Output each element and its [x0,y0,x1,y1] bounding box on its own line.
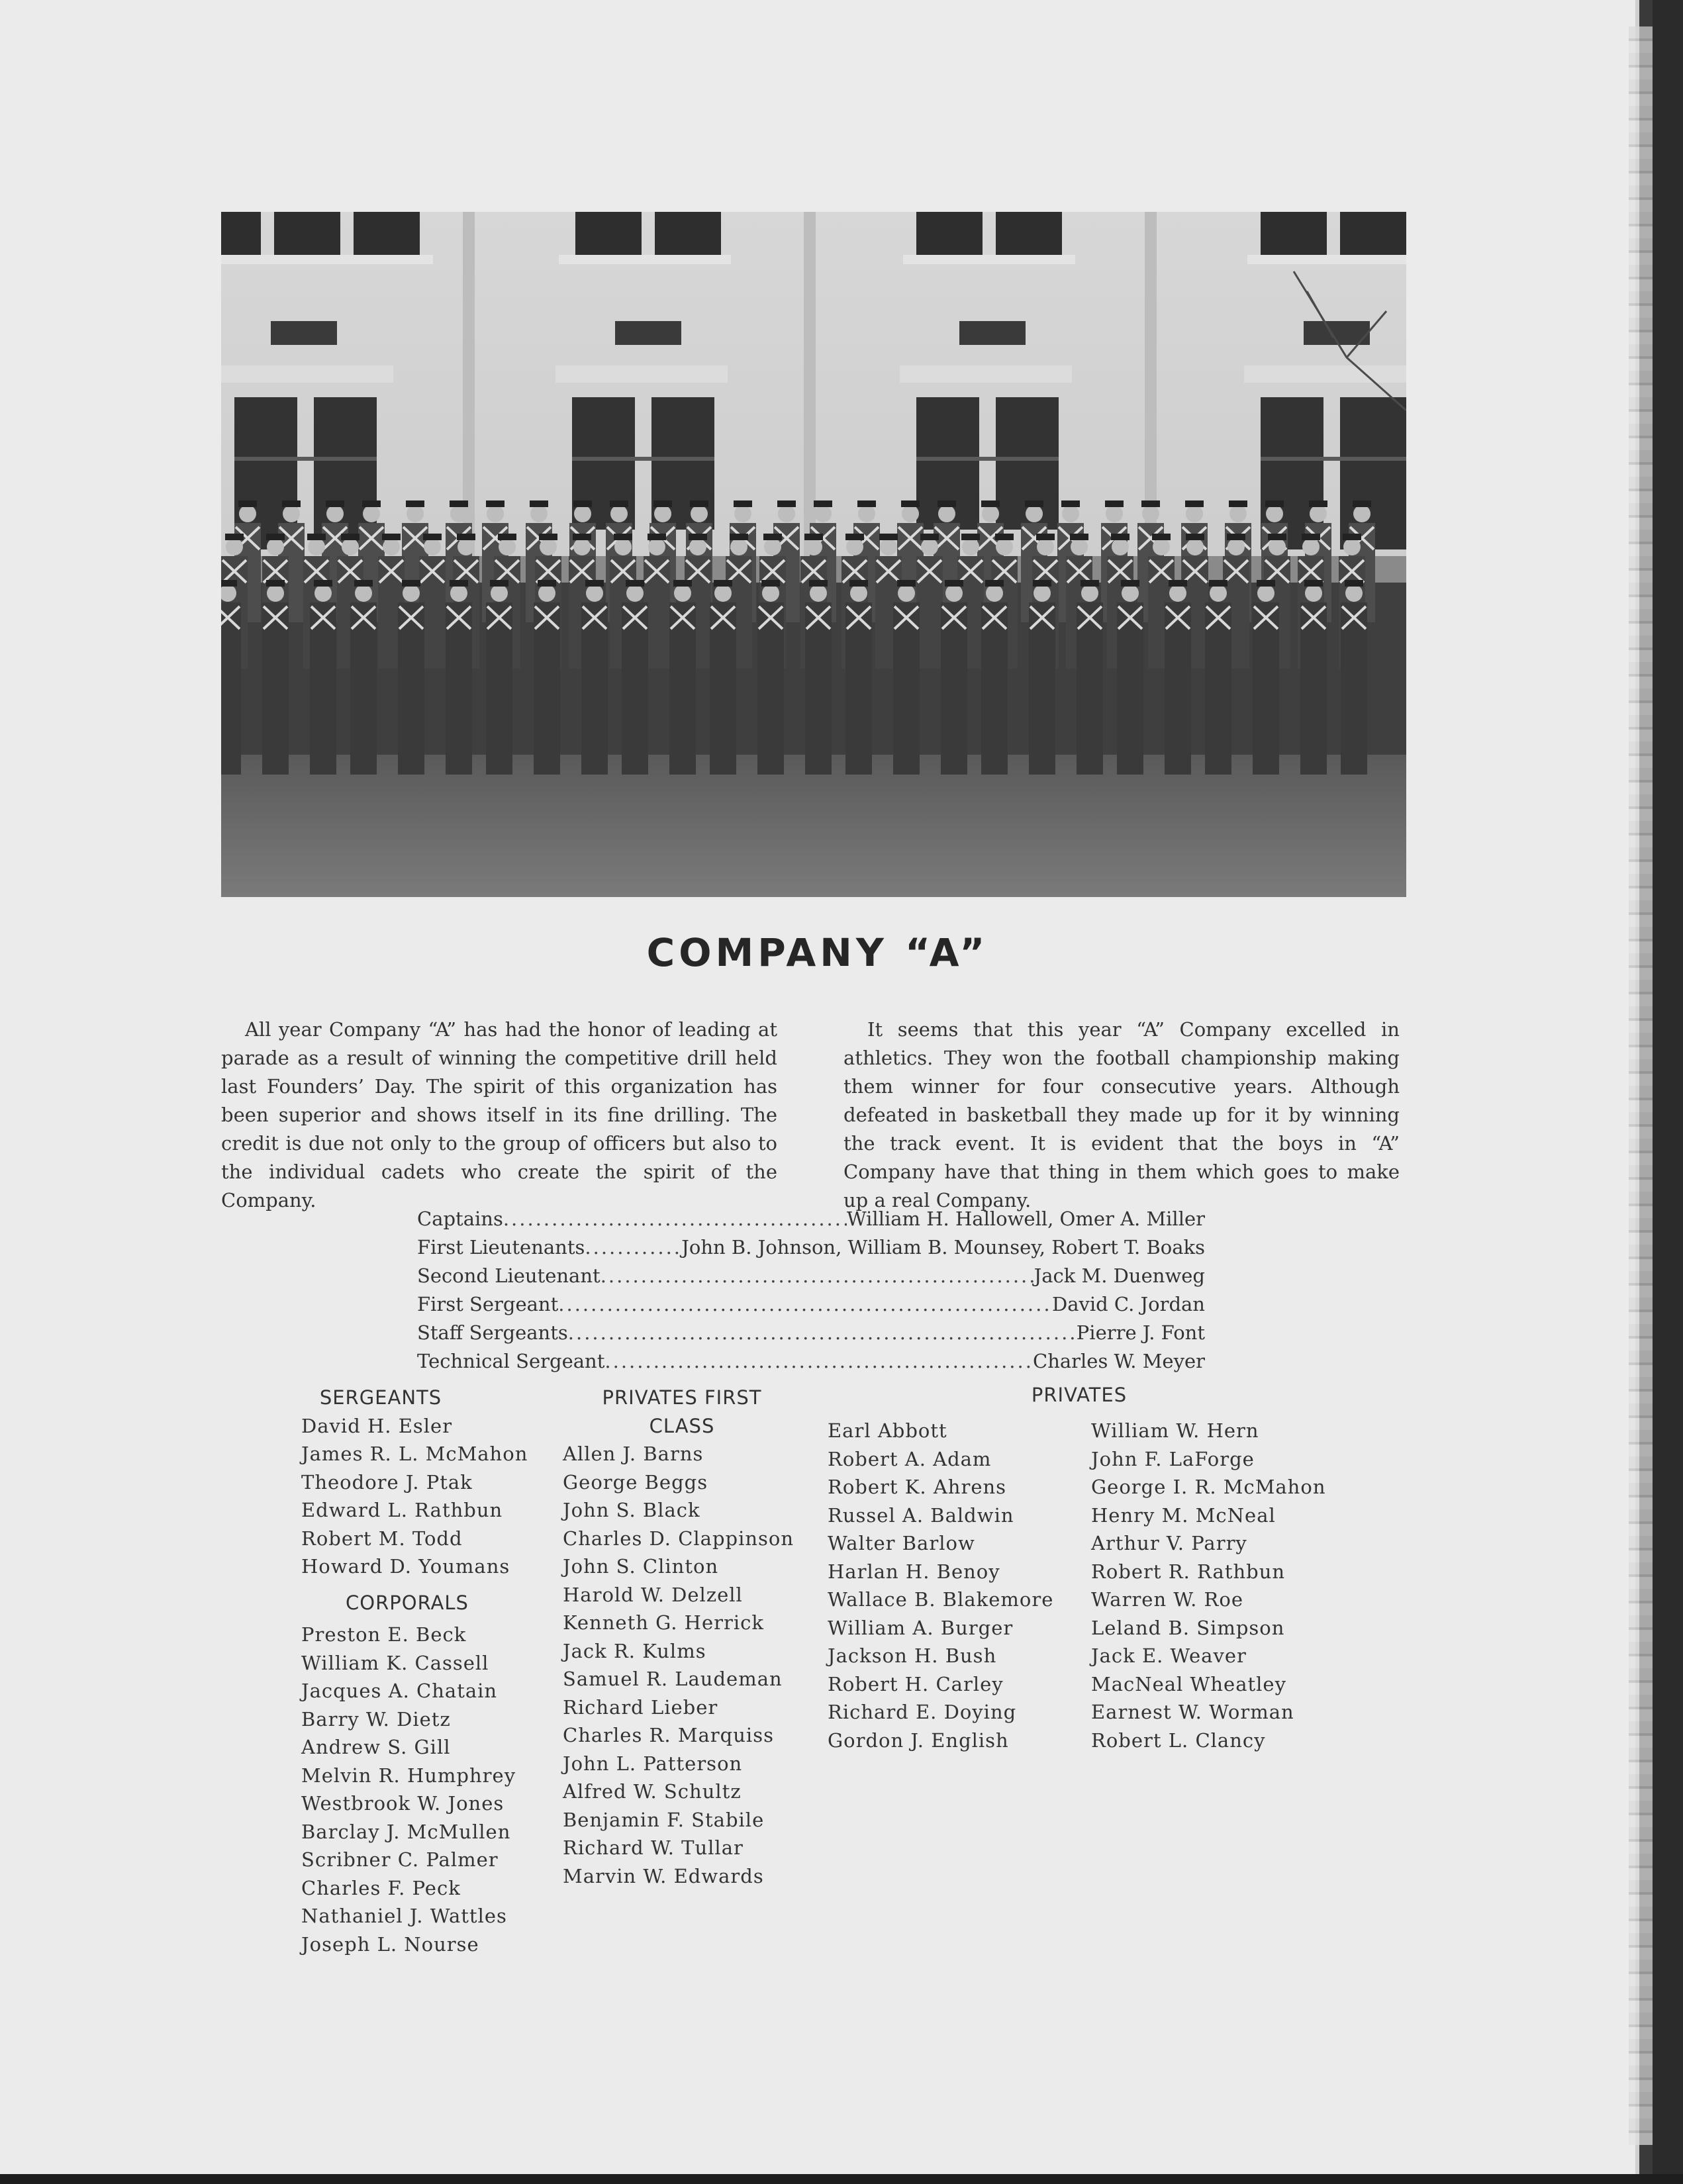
cadet-head [648,538,665,555]
cadet-head [674,585,691,602]
officer-names: Pierre J. Font [1076,1321,1205,1344]
cadet-cap [1105,500,1124,507]
pfc-heading-line1: PRIVATES FIRST [602,1386,762,1409]
cadet-figure [310,602,336,775]
cadet-cap [714,580,732,587]
cadet-head [962,538,979,555]
privates-heading: PRIVATES [1031,1384,1128,1406]
cadet-cap [734,500,752,507]
list-item: George Beggs [563,1470,708,1494]
cadet-head [626,585,644,602]
cadet-head [846,538,863,555]
list-item: MacNeal Wheatley [1091,1672,1286,1695]
cadet-cap [266,580,285,587]
corporals-heading: CORPORALS [346,1591,469,1614]
cadet-figure [1117,602,1143,775]
list-item: Jacques A. Chatain [301,1680,498,1702]
cadet-head [450,585,467,602]
leader-dots [568,1319,1077,1347]
list-item: Robert K. Ahrens [828,1476,1007,1498]
cadet-head [689,538,706,555]
cadet-head [764,538,781,555]
list-item: Richard W. Tullar [563,1836,744,1859]
cadet-cap [995,534,1014,540]
cadet-head [778,505,795,522]
cadet-head [1142,505,1159,522]
cadet-head [540,538,557,555]
officer-rank: First Lieutenants [417,1236,585,1258]
cadet-cap [1353,500,1371,507]
cadet-head [573,538,591,555]
cadet-cap [849,580,868,587]
cadet-figure [1341,602,1367,775]
cadet-cap [406,500,424,507]
cadet-cap [266,534,285,540]
cadet-figure [262,602,289,775]
cadet-head [938,505,955,522]
list-item: Preston E. Beck [301,1623,467,1646]
page-spine-edge [1629,26,1653,2145]
list-item: Kenneth G. Herrick [563,1611,764,1634]
cadet-head [530,505,548,522]
cadet-figure [710,602,736,775]
cadet-head [1153,538,1170,555]
cadet-figure [941,602,967,775]
list-item: Jack E. Weaver [1091,1644,1247,1667]
list-item: John S. Clinton [563,1555,719,1578]
cadet-head [363,505,380,522]
list-item: Robert R. Rathbun [1091,1560,1286,1583]
cadet-cap [1229,500,1247,507]
cadet-head [586,585,603,602]
list-item: Barclay J. McMullen [301,1820,511,1843]
leader-dots [604,1347,1033,1376]
cadet-cap [610,500,628,507]
officer-names: David C. Jordan [1051,1293,1205,1315]
cadet-figure [981,602,1008,775]
cadet-head [1227,538,1245,555]
cadet-cap [1061,500,1080,507]
cadet-head [762,585,779,602]
cadet-figure [1077,602,1103,775]
officer-row [417,1233,1205,1262]
cadet-figure [398,602,424,775]
cadet-cap [490,580,508,587]
cadet-head [1310,505,1327,522]
list-item: Jack R. Kulms [563,1639,706,1662]
cadet-head [1210,585,1227,602]
intro-paragraph-right: It seems that this year “A” Company excelled in athletics. They won the football championship making them winner for four consecutive years. Although defeated in basketball they made up for it by winning the track event. It is evident that the boys in “A” Company have that thing in them which goes to make up a real Company. [843,1018,1400,1211]
cadet-head [1071,538,1088,555]
cadet-head [850,585,867,602]
cadet-head [1229,505,1247,522]
cadet-head [1266,505,1283,522]
cadet-figure [1300,602,1327,775]
cadet-figure [1029,602,1055,775]
list-item: Earl Abbott [828,1419,947,1442]
list-item: Robert L. Clancy [1091,1729,1266,1752]
cadet-head [1037,538,1054,555]
cadet-cap [362,500,381,507]
list-item: Walter Barlow [828,1532,975,1554]
list-item: Theodore J. Ptak [301,1470,473,1494]
list-item: Richard Lieber [563,1695,718,1719]
list-item: Melvin R. Humphrey [301,1764,516,1787]
officer-row [417,1262,1205,1290]
cadet-cap [1121,580,1139,587]
cadet-head [614,538,632,555]
list-item: Andrew S. Gill [301,1736,451,1758]
cadet-head [902,505,919,522]
cadet-cap [653,500,672,507]
cadet-cap [326,500,344,507]
sergeants-heading: SERGEANTS [319,1386,442,1409]
cadet-head [921,538,938,555]
cadet-cap [730,534,748,540]
list-item: Howard D. Youmans [301,1555,510,1578]
cadet-head [898,585,915,602]
cadet-head [654,505,671,522]
cadet-figure [350,602,377,775]
officer-rank: First Sergeant [417,1293,559,1315]
officer-row [417,1290,1205,1319]
cadet-head [880,538,897,555]
cadet-cap [981,500,1000,507]
cadet-head [314,585,332,602]
officer-row [417,1319,1205,1347]
officer-names: Jack M. Duenweg [1034,1264,1205,1287]
officer-names: John B. Johnson, William B. Mounsey, Robert T. Boaks [681,1236,1205,1258]
officer-row [417,1347,1205,1376]
cadet-cap [1304,580,1323,587]
cadet-cap [1152,534,1171,540]
list-item: George I. R. McMahon [1091,1476,1326,1498]
cadet-cap [648,534,666,540]
cadet-cap [804,534,823,540]
list-item: Arthur V. Parry [1091,1532,1247,1554]
cadet-cap [1265,500,1284,507]
cadet-cap [1345,580,1363,587]
officer-rank: Second Lieutenant [417,1264,601,1287]
cadet-head [487,505,504,522]
list-item: John S. Black [563,1499,700,1521]
cadet-cap [221,580,237,587]
cadet-figure [486,602,512,775]
list-item: Gordon J. English [828,1729,1009,1752]
cadet-cap [1111,534,1130,540]
cadet-figure [622,602,648,775]
officer-rank: Technical Sergeant [417,1350,605,1372]
list-item: Harold W. Delzell [563,1583,743,1606]
privates-first-class-column [563,1384,814,1890]
cadet-cap [857,500,876,507]
list-item: Robert M. Todd [301,1527,463,1550]
cadet-figure [805,602,832,775]
officer-rank: Staff Sergeants [417,1321,568,1344]
cadet-cap [1186,534,1204,540]
list-item: Henry M. McNeal [1091,1503,1276,1527]
cadet-cap [985,580,1004,587]
cadet-figure [1253,602,1279,775]
cadet-cap [450,580,468,587]
list-item: Russel A. Baldwin [828,1503,1014,1527]
cadet-head [1302,538,1320,555]
cadet-head [499,538,516,555]
cadet-head [996,538,1013,555]
officers-list [417,1205,1205,1376]
cadet-head [1353,505,1370,522]
cadet-head [805,538,822,555]
book-cover-edge [1653,0,1683,2184]
list-item: Robert H. Carley [828,1672,1004,1695]
cadet-cap [1227,534,1245,540]
cadet-head [1257,585,1274,602]
cadet-cap [307,534,326,540]
cadet-cap [498,534,516,540]
cadet-cap [673,580,692,587]
cadet-cap [539,534,557,540]
cadet-head [491,585,508,602]
cadet-head [1186,505,1203,522]
list-item: Harlan H. Benoy [828,1560,1000,1583]
cadet-head [326,505,344,522]
cadet-cap [690,500,708,507]
cadet-head [814,505,832,522]
cadet-head [450,505,467,522]
cadet-head [407,505,424,522]
cadet-cap [530,500,548,507]
cadet-head [1106,505,1123,522]
privates-column-1 [828,1417,1086,1754]
list-item: Scribner C. Palmer [301,1848,499,1871]
cadet-cap [1070,534,1088,540]
cadet-cap [1025,500,1043,507]
cadet-figure [534,602,560,775]
cadet-head [457,538,475,555]
cadet-head [342,538,359,555]
cadet-cap [689,534,707,540]
cadet-cap [486,500,505,507]
cadet-head [1112,538,1129,555]
cadet-head [1343,538,1361,555]
leader-dots [601,1262,1034,1290]
list-item: Benjamin F. Stabile [563,1808,765,1831]
cadet-cap [354,580,373,587]
cadet-cap [1036,534,1055,540]
cadet-cap [457,534,475,540]
company-group-photo [221,212,1406,897]
book-bottom-edge [0,2174,1683,2184]
cadet-head [267,538,284,555]
cadet-cap [763,534,782,540]
cadet-head [239,505,256,522]
leader-dots [558,1290,1052,1319]
cadet-head [986,585,1003,602]
cadet-figure [893,602,920,775]
cadet-cap [1033,580,1051,587]
cadet-cap [573,500,592,507]
cadet-head [283,505,300,522]
list-item: Richard E. Doying [828,1701,1017,1723]
cadet-cap [1141,500,1160,507]
cadet-cap [450,500,468,507]
cadet-head [355,585,372,602]
list-item: Charles D. Clappinson [563,1527,794,1550]
cadet-cap [1257,580,1275,587]
cadet-cap [938,500,956,507]
cadet-cap [1209,580,1227,587]
cadet-figure [1165,602,1191,775]
cadet-figure [757,602,784,775]
cadet-cap [845,534,864,540]
photo-illustration [221,212,1406,897]
cadet-head [1305,585,1322,602]
cadet-cap [1309,500,1327,507]
list-item: Alfred W. Schultz [563,1780,742,1803]
list-item: Jackson H. Bush [828,1644,997,1667]
cadet-head [308,538,325,555]
cadet-cap [814,500,832,507]
list-item: Samuel R. Laudeman [563,1668,783,1690]
cadet-cap [777,500,796,507]
cadet-cap [1169,580,1187,587]
privates-column-2 [1091,1417,1349,1754]
leader-dots [503,1205,847,1233]
cadet-head [1269,538,1286,555]
cadet-head [810,585,827,602]
cadet-figure [1205,602,1231,775]
cadet-cap [1081,580,1099,587]
cadet-cap [341,534,360,540]
list-item: David H. Esler [301,1414,453,1437]
cadet-cap [282,500,301,507]
cadet-cap [225,534,244,540]
list-item: John L. Patterson [563,1752,743,1775]
cadet-head [734,505,751,522]
cadet-cap [809,580,828,587]
list-item: Westbrook W. Jones [301,1792,505,1815]
cadet-head [574,505,591,522]
cadet-cap [961,534,980,540]
cadet-head [1186,538,1204,555]
list-item: Edward L. Rathbun [301,1499,503,1521]
cadet-head [226,538,243,555]
list-item: William A. Burger [828,1616,1014,1639]
cadet-cap [423,534,442,540]
cadet-head [714,585,732,602]
cadet-head [403,585,420,602]
list-item: Charles R. Marquiss [563,1724,774,1746]
cadet-head [424,538,441,555]
cadet-head [1122,585,1139,602]
cadet-head [1034,585,1051,602]
cadet-head [691,505,708,522]
cadet-head [610,505,628,522]
pfc-heading-line2: CLASS [649,1414,715,1437]
list-item: Warren W. Roe [1091,1588,1243,1611]
cadet-cap [382,534,401,540]
list-item: Marvin W. Edwards [563,1864,764,1887]
cadet-cap [761,580,780,587]
cadet-cap [1268,534,1286,540]
cadet-cap [1302,534,1320,540]
list-item: Joseph L. Nourse [301,1932,479,1956]
cadet-head [1062,505,1079,522]
cadet-cap [585,580,604,587]
cadet-head [858,505,875,522]
cadet-head [945,585,963,602]
cadet-cap [1185,500,1204,507]
cadet-cap [314,580,332,587]
officer-rank: Captains [417,1208,503,1230]
cadet-head [730,538,747,555]
cadet-cap [920,534,939,540]
list-item: Robert A. Adam [828,1447,992,1470]
cadet-figure [669,602,696,775]
list-item: John F. LaForge [1091,1447,1255,1470]
list-item: Barry W. Dietz [301,1707,451,1731]
cadet-cap [897,580,916,587]
list-item: William K. Cassell [301,1651,489,1674]
cadet-cap [573,534,591,540]
cadet-head [538,585,555,602]
cadet-cap [1343,534,1361,540]
list-item: Earnest W. Worman [1091,1701,1294,1723]
cadet-cap [945,580,963,587]
cadet-cap [402,580,420,587]
intro-paragraph-left: All year Company “A” has had the honor of leading at parade as a result of winning the competitive drill held last Founders’ Day. The spirit of this organization has been superior and shows itself in its fine drilling. The credit is due not only to the group of officers but also to the individual cadets who create the spirit of the Company. [221,1018,777,1211]
cadet-head [267,585,284,602]
cadet-cap [538,580,556,587]
cadet-cap [901,500,920,507]
cadet-head [383,538,400,555]
cadet-figure [446,602,472,775]
cadet-head [982,505,999,522]
cadet-cap [614,534,632,540]
list-item: James R. L. McMahon [301,1443,528,1465]
officer-row [417,1205,1205,1233]
leader-dots [585,1233,681,1262]
cadet-head [1169,585,1186,602]
list-item: Leland B. Simpson [1091,1616,1285,1639]
officer-names: William H. Hallowell, Omer A. Miller [846,1208,1205,1230]
list-item: Charles F. Peck [301,1876,461,1899]
cadet-cap [879,534,898,540]
list-item: Allen J. Barns [563,1443,704,1465]
cadet-cap [238,500,257,507]
cadet-cap [626,580,644,587]
cadet-figure [581,602,608,775]
cadet-figure [845,602,872,775]
cadet-head [1345,585,1363,602]
officer-names: Charles W. Meyer [1033,1350,1205,1372]
page-title: COMPANY “A” [646,930,989,975]
cadet-head [1081,585,1098,602]
list-item: Wallace B. Blakemore [828,1588,1054,1611]
list-item: William W. Hern [1091,1419,1259,1442]
list-item: Nathaniel J. Wattles [301,1905,507,1927]
cadet-head [1026,505,1043,522]
sergeants-column [301,1384,553,1958]
